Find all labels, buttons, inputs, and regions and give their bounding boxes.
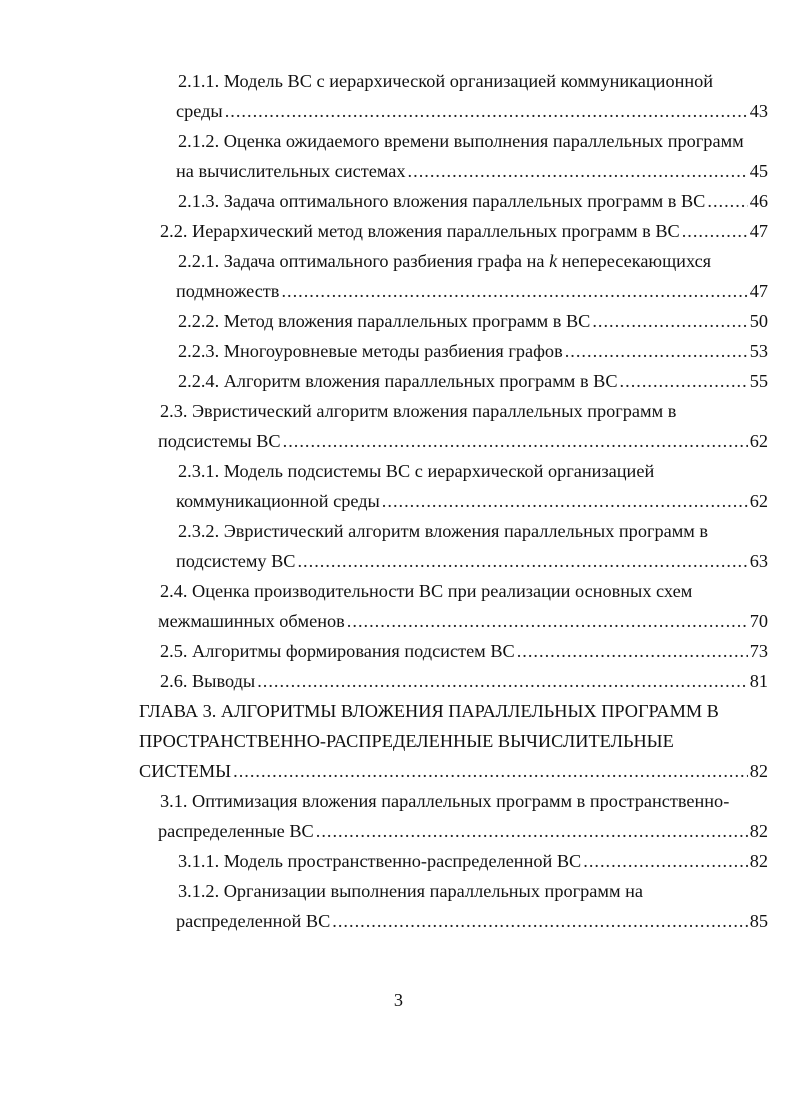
toc-entry-2-2-3: 2.2.3. Многоуровневые методы разбиения графов ..... 53 [0, 336, 797, 366]
toc-entry-3-1-2-line2: распределенной ВС ..... 85 [0, 906, 797, 936]
page-ref: 62 [749, 491, 768, 511]
dot-leader [408, 156, 748, 186]
toc-entry-2-2: 2.2. Иерархический метод вложения параллельных программ в ВС ..... 47 [0, 216, 797, 246]
dot-leader [332, 906, 747, 936]
toc-entry-3-1-1: 3.1.1. Модель пространственно-распределенной ВС ..... 82 [0, 846, 797, 876]
toc-entry-2-4-line2: межмашинных обменов ..... 70 [0, 606, 797, 636]
page-ref: 50 [749, 311, 768, 331]
toc-entry-2-3-line1: 2.3. Эвристический алгоритм вложения параллельных программ в [160, 401, 677, 421]
dot-leader [257, 666, 748, 696]
toc-entry-2-3-2-line2: подсистему ВС ..... 63 [0, 546, 797, 576]
dot-leader [583, 846, 747, 876]
page-ref: 63 [749, 551, 768, 571]
page-ref: 81 [749, 671, 768, 691]
page-number: 3 [393, 990, 404, 1010]
toc-entry-2-2-1-line2: подмножеств ..... 47 [0, 276, 797, 306]
toc-entry-2-3-2-line1: 2.3.2. Эвристический алгоритм вложения параллельных программ в [178, 521, 709, 541]
toc-entry-2-2-1-line1: 2.2.1. Задача оптимального разбиения графа на k непересекающихся [178, 251, 712, 271]
toc-chapter-3-line1: ГЛАВА 3. АЛГОРИТМЫ ВЛОЖЕНИЯ ПАРАЛЛЕЛЬНЫХ ПРОГРАММ В [139, 701, 719, 721]
toc-entry-2-1-1-line1: 2.1.1. Модель ВС с иерархической организацией коммуникационной [178, 71, 714, 91]
toc-entry-2-1-2-line2: на вычислительных системах ..... 45 [0, 156, 797, 186]
page-ref: 47 [749, 281, 768, 301]
page-ref: 53 [749, 341, 768, 361]
dot-leader [316, 816, 748, 846]
toc-entry-2-4-line1: 2.4. Оценка производительности ВС при реализации основных схем [160, 581, 693, 601]
page-ref: 46 [749, 191, 768, 211]
toc-entry-2-3-line2: подсистемы ВС ..... 62 [0, 426, 797, 456]
page-ref: 82 [749, 821, 768, 841]
dot-leader [283, 426, 748, 456]
toc-entry-2-5: 2.5. Алгоритмы формирования подсистем ВС ..... 73 [0, 636, 797, 666]
page-ref: 82 [749, 851, 768, 871]
dot-leader [565, 336, 748, 366]
toc-entry-3-1-2-line1: 3.1.2. Организации выполнения параллельных программ на [178, 881, 643, 901]
dot-leader [233, 756, 748, 786]
dot-leader [225, 96, 748, 126]
toc-entry-2-6: 2.6. Выводы ..... 81 [0, 666, 797, 696]
toc-entry-2-1-2-line1: 2.1.2. Оценка ожидаемого времени выполнения параллельных программ [178, 131, 744, 151]
page-ref: 85 [749, 911, 768, 931]
dot-leader [347, 606, 748, 636]
page-ref: 55 [749, 371, 768, 391]
dot-leader [592, 306, 747, 336]
table-of-contents [0, 66, 797, 936]
dot-leader [707, 186, 747, 216]
toc-entry-2-3-1-line2: коммуникационной среды ..... 62 [0, 486, 797, 516]
dot-leader [382, 486, 748, 516]
page-ref: 43 [749, 101, 768, 121]
toc-entry-2-3-1-line1: 2.3.1. Модель подсистемы ВС с иерархической организацией [178, 461, 655, 481]
toc-chapter-3-line2: ПРОСТРАНСТВЕННО-РАСПРЕДЕЛЕННЫЕ ВЫЧИСЛИТЕЛЬНЫЕ [139, 731, 674, 751]
toc-entry-2-2-2: 2.2.2. Метод вложения параллельных программ в ВС ..... 50 [0, 306, 797, 336]
dot-leader [682, 216, 748, 246]
dot-leader [620, 366, 748, 396]
page-ref: 62 [749, 431, 768, 451]
page-ref: 70 [749, 611, 768, 631]
page-ref: 47 [749, 221, 768, 241]
page-ref: 73 [749, 641, 768, 661]
toc-entry-3-1-line2: распределенные ВС ..... 82 [0, 816, 797, 846]
dot-leader [517, 636, 748, 666]
toc-entry-2-2-4: 2.2.4. Алгоритм вложения параллельных программ в ВС ..... 55 [0, 366, 797, 396]
toc-entry-2-1-3: 2.1.3. Задача оптимального вложения параллельных программ в ВС ..... 46 [0, 186, 797, 216]
page-ref: 82 [749, 761, 768, 781]
dot-leader [297, 546, 747, 576]
dot-leader [281, 276, 747, 306]
toc-chapter-3-line3: СИСТЕМЫ ..... 82 [0, 756, 797, 786]
page-ref: 45 [749, 161, 768, 181]
toc-entry-2-1-1-line2: среды ..... 43 [0, 96, 797, 126]
toc-entry-3-1-line1: 3.1. Оптимизация вложения параллельных программ в пространственно- [160, 791, 730, 811]
